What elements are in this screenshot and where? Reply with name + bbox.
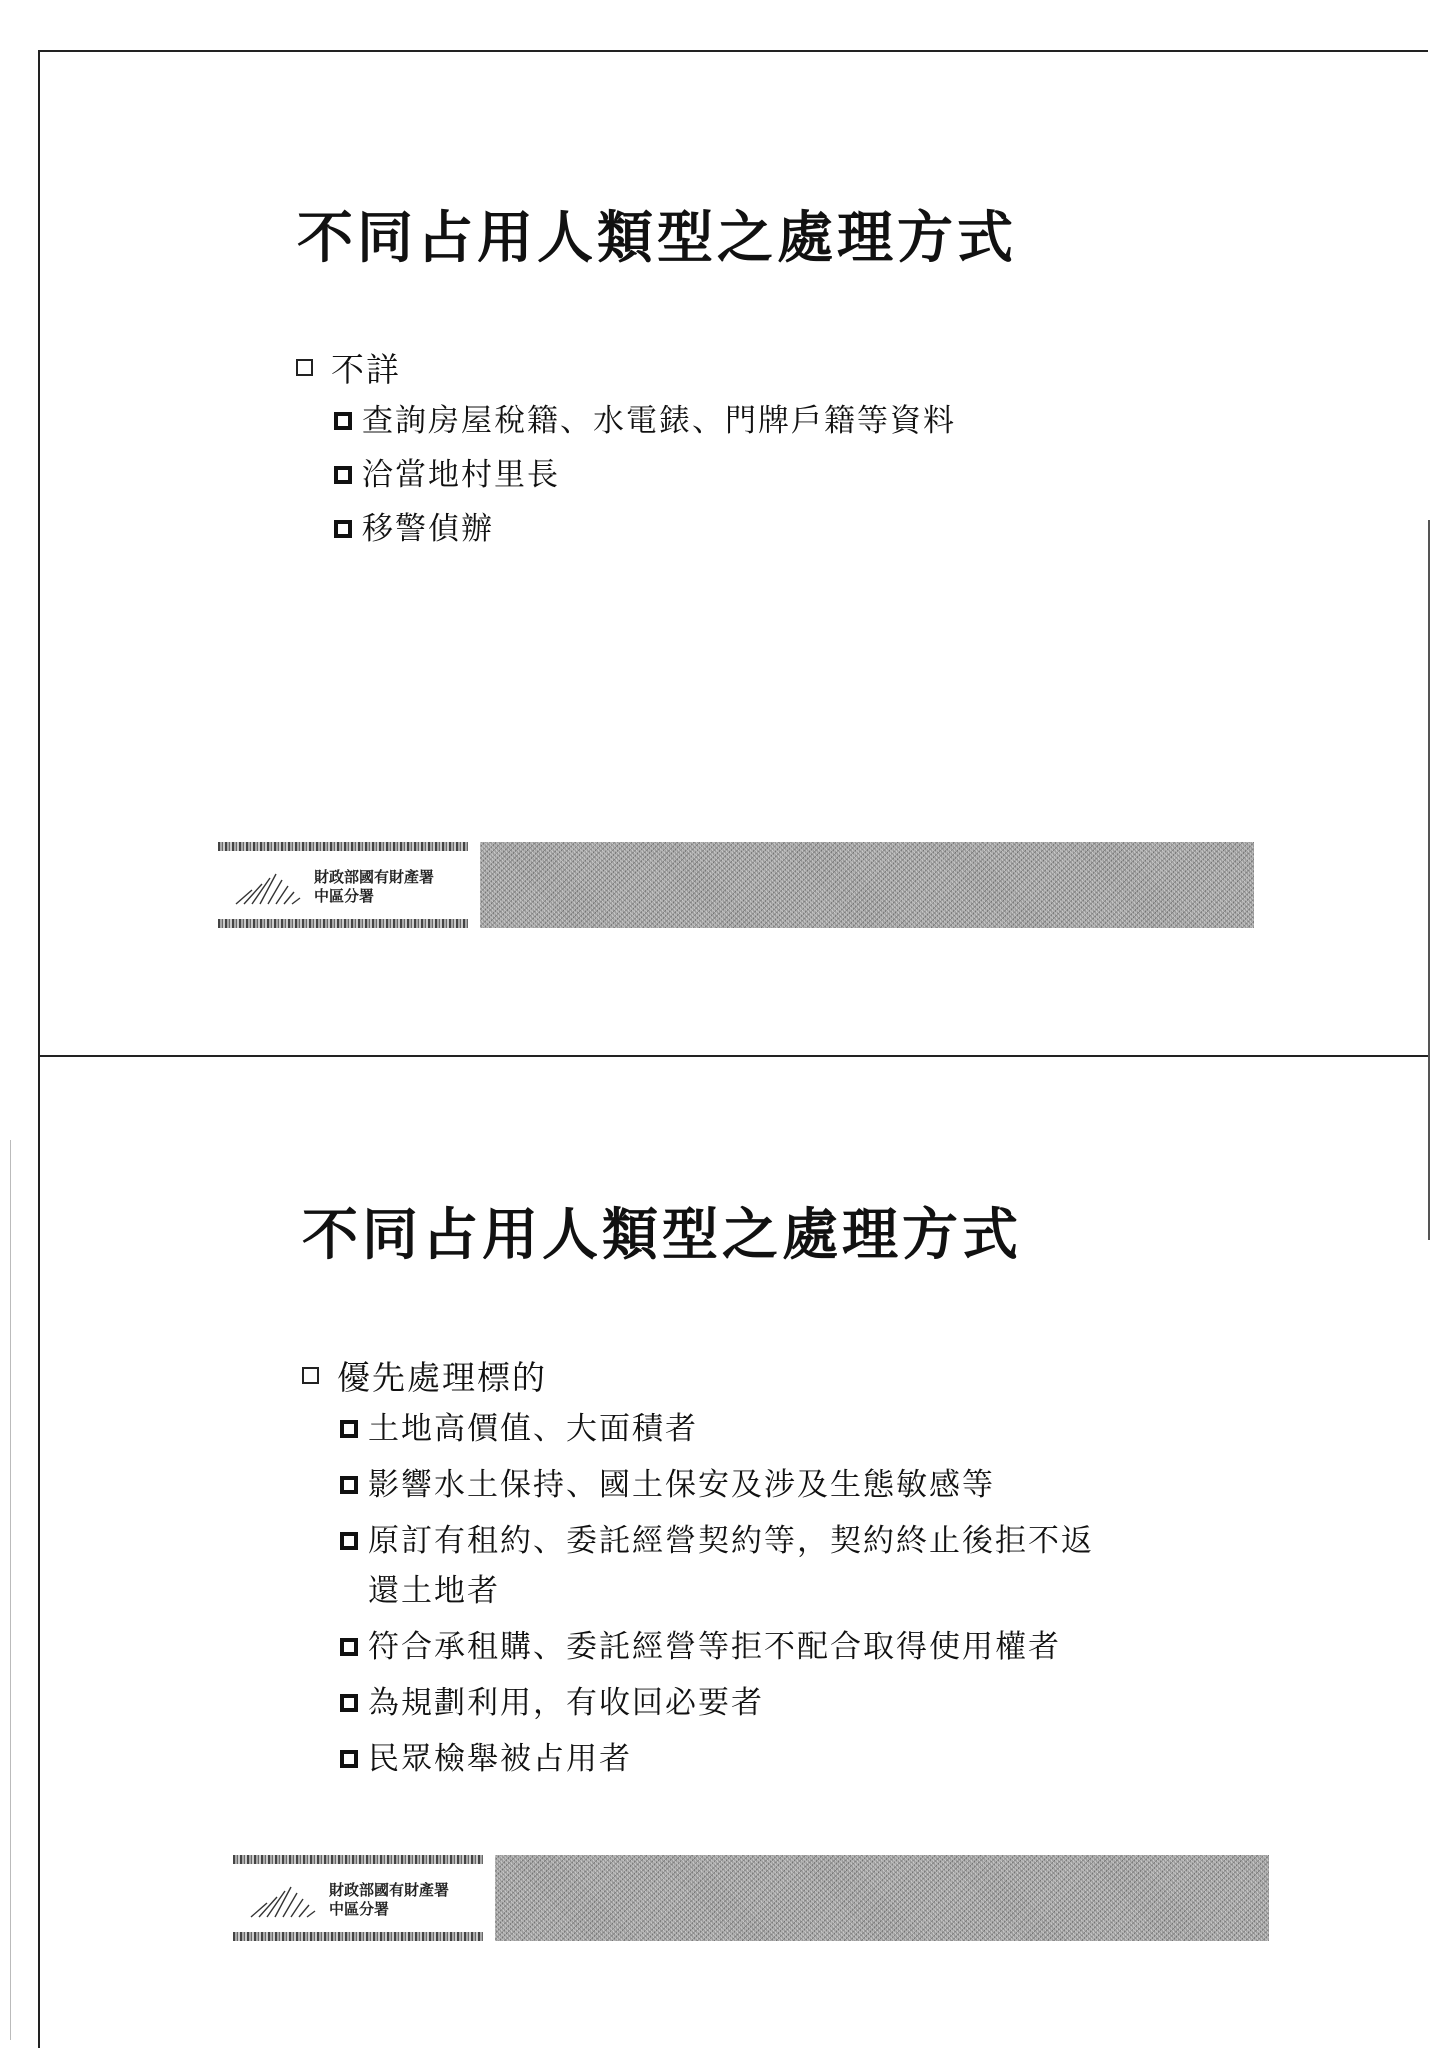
bullet-group bbox=[302, 1352, 1094, 1784]
sub-bullet-item bbox=[340, 1622, 1094, 1672]
sub-bullet-text: 原訂有租約、委託經營契約等，契約終止後拒不返 還土地者 bbox=[368, 1523, 1094, 1609]
sub-bullet-item bbox=[334, 450, 956, 500]
agency-logo bbox=[233, 1855, 483, 1941]
filled-square-bullet-icon bbox=[334, 520, 352, 538]
sub-bullet-item bbox=[340, 1460, 1094, 1510]
sub-bullet-item bbox=[340, 1516, 1094, 1616]
filled-square-bullet-icon bbox=[334, 412, 352, 430]
sub-bullet-item bbox=[334, 504, 956, 554]
logo-stripe bbox=[218, 842, 468, 851]
sub-bullet-item bbox=[334, 396, 956, 446]
filled-square-bullet-icon bbox=[340, 1750, 358, 1768]
sub-bullet-list bbox=[302, 1404, 1094, 1784]
logo-line1: 財政部國有財產署 bbox=[314, 868, 435, 886]
sub-bullet-text: 民眾檢舉被占用者 bbox=[368, 1741, 632, 1777]
sub-bullet-item bbox=[340, 1734, 1094, 1784]
slide-1 bbox=[40, 52, 1428, 1055]
logo-text bbox=[314, 868, 434, 906]
slide-title: 不同占用人類型之處理方式 bbox=[297, 205, 1017, 271]
bullet-group bbox=[296, 344, 956, 554]
logo-stripe bbox=[233, 1855, 483, 1864]
page-frame-right bbox=[1428, 520, 1430, 1240]
sub-bullet-item bbox=[340, 1404, 1094, 1454]
sub-bullet-text: 土地高價值、大面積者 bbox=[368, 1411, 698, 1447]
logo-line2: 中區分署 bbox=[314, 887, 375, 905]
sub-bullet-text: 符合承租購、委託經營等拒不配合取得使用權者 bbox=[368, 1629, 1061, 1665]
sub-bullet-text: 影響水土保持、國土保安及涉及生態敏感等 bbox=[368, 1467, 995, 1503]
sub-bullet-item bbox=[340, 1678, 1094, 1728]
filled-square-bullet-icon bbox=[334, 466, 352, 484]
hollow-square-bullet-icon bbox=[302, 1367, 319, 1384]
bullet-level1-text: 優先處理標的 bbox=[337, 1357, 547, 1397]
logo-stripe bbox=[233, 1932, 483, 1941]
sub-bullet-text: 為規劃利用，有收回必要者 bbox=[368, 1685, 764, 1721]
logo-text bbox=[329, 1881, 449, 1919]
bullet-level1 bbox=[302, 1352, 1094, 1398]
bullet-list bbox=[296, 344, 956, 558]
slide-footer bbox=[218, 842, 1254, 928]
filled-square-bullet-icon bbox=[340, 1532, 358, 1550]
filled-square-bullet-icon bbox=[340, 1476, 358, 1494]
scan-edge bbox=[10, 1140, 11, 2040]
mountain-logo-icon bbox=[232, 870, 302, 906]
bullet-level1-text: 不詳 bbox=[331, 349, 401, 389]
hollow-square-bullet-icon bbox=[296, 359, 313, 376]
slide-footer bbox=[233, 1855, 1269, 1941]
filled-square-bullet-icon bbox=[340, 1694, 358, 1712]
sub-bullet-text: 洽當地村里長 bbox=[362, 457, 560, 493]
agency-logo bbox=[218, 842, 468, 928]
slide-2 bbox=[40, 1057, 1428, 2060]
bullet-list bbox=[302, 1352, 1094, 1790]
sub-bullet-text: 移警偵辦 bbox=[362, 511, 494, 547]
slide-title: 不同占用人類型之處理方式 bbox=[302, 1202, 1022, 1268]
bullet-level1 bbox=[296, 344, 956, 390]
filled-square-bullet-icon bbox=[340, 1420, 358, 1438]
logo-line2: 中區分署 bbox=[329, 1900, 390, 1918]
sub-bullet-list bbox=[296, 396, 956, 554]
logo-stripe bbox=[218, 919, 468, 928]
logo-line1: 財政部國有財產署 bbox=[329, 1881, 450, 1899]
sub-bullet-text: 查詢房屋稅籍、水電錶、門牌戶籍等資料 bbox=[362, 403, 956, 439]
footer-band bbox=[480, 842, 1254, 928]
footer-band bbox=[495, 1855, 1269, 1941]
mountain-logo-icon bbox=[247, 1883, 317, 1919]
filled-square-bullet-icon bbox=[340, 1638, 358, 1656]
